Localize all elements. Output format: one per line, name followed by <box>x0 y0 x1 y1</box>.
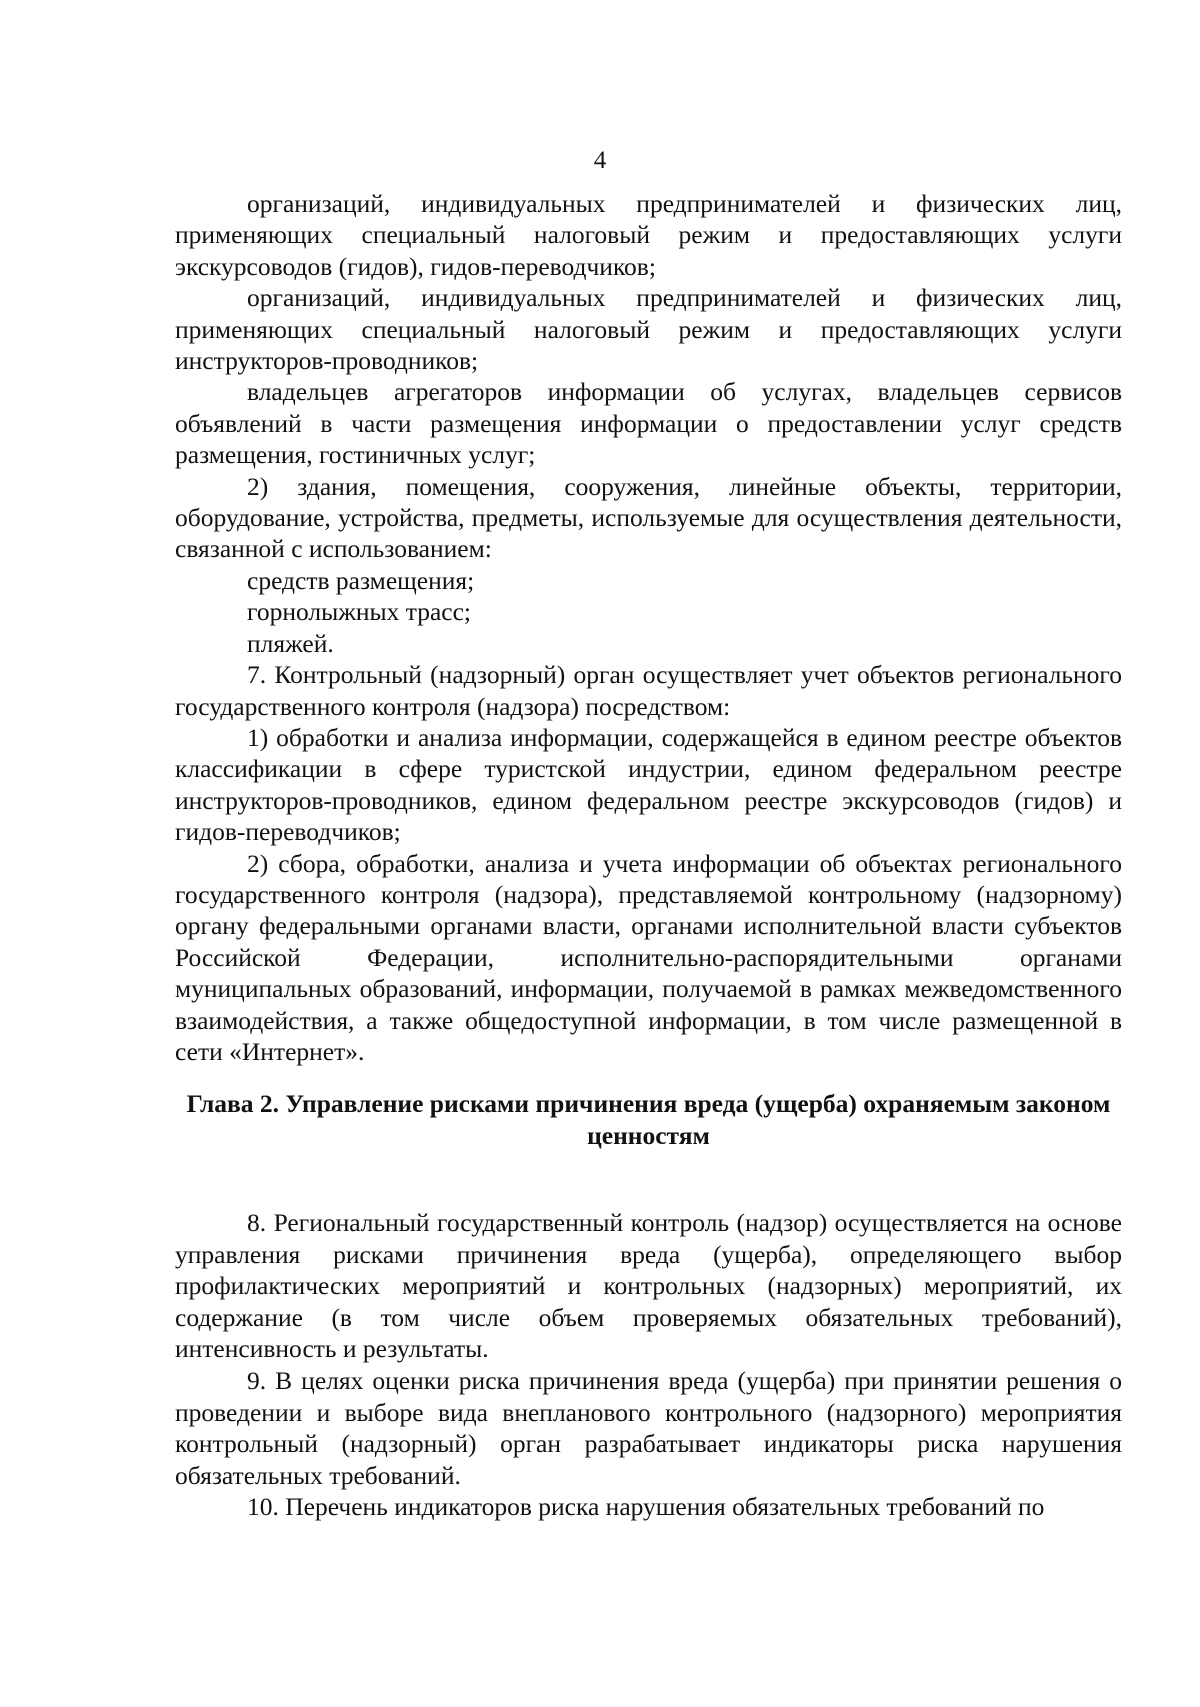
paragraph: пляжей. <box>247 628 334 658</box>
paragraph: 7. Контрольный (надзорный) орган осуществляет учет объектов регионального государственного контроля (надзора) посредством: <box>175 660 1122 721</box>
paragraph: организаций, индивидуальных предпринимателей и физических лиц, применяющих специальный налоговый режим и предоставляющих услуги экскурсоводов (гидов), гидов-переводчиков; <box>175 189 1122 281</box>
paragraph: 2) здания, помещения, сооружения, линейные объекты, территории, оборудование, устройства, предметы, используемые для осуществления деятельности, связанной с использованием: <box>175 471 1122 564</box>
body-text-bottom <box>175 1207 1122 1523</box>
paragraph: средств размещения; <box>247 565 475 595</box>
paragraph: 9. В целях оценки риска причинения вреда (ущерба) при принятии решения о проведении и выборе вида внепланового контрольного (надзорного) мероприятия контрольный (надзорный) орган разрабатывает индикаторы риска нарушения обязательных требований. <box>175 1365 1122 1490</box>
body-text-top <box>175 188 1122 1067</box>
paragraph: 2) сбора, обработки, анализа и учета информации об объектах регионального государственного контроля (надзора), представляемой контрольному (надзорному) органу федеральными органами власти, органами исполнительной власти субъектов Российской Федерации, исполнительно-распорядительными органами муниципальных образований, информации, получаемой в рамках межведомственного взаимодействия, а также общедоступной информации, в том числе размещенной в сети «Интернет». <box>175 848 1122 1066</box>
paragraph: 10. Перечень индикаторов риска нарушения обязательных требований по <box>247 1492 1045 1522</box>
chapter-heading: Глава 2. Управление рисками причинения вреда (ущерба) охраняемым законом ценностям <box>186 1089 1111 1150</box>
paragraph: владельцев агрегаторов информации об услугах, владельцев сервисов объявлений в части размещения информации о предоставлении услуг средств размещения, гостиничных услуг; <box>175 377 1122 470</box>
page-number: 4 <box>593 147 607 174</box>
paragraph: 8. Региональный государственный контроль (надзор) осуществляется на основе управления рисками причинения вреда (ущерба), определяющего выбор профилактических мероприятий и контрольных (надзорных) мероприятий, их содержание (в том числе объем проверяемых обязательных требований), интенсивность и результаты. <box>175 1208 1122 1364</box>
paragraph: 1) обработки и анализа информации, содержащейся в едином реестре объектов классификации в сфере туристской индустрии, едином федеральном реестре инструкторов-проводников, едином федеральном реестре экскурсоводов (гидов) и гидов-переводчиков; <box>175 722 1122 847</box>
paragraph: горнолыжных трасс; <box>247 597 472 627</box>
paragraph: организаций, индивидуальных предпринимателей и физических лиц, применяющих специальный налоговый режим и предоставляющих услуги инструкторов-проводников; <box>175 283 1122 376</box>
